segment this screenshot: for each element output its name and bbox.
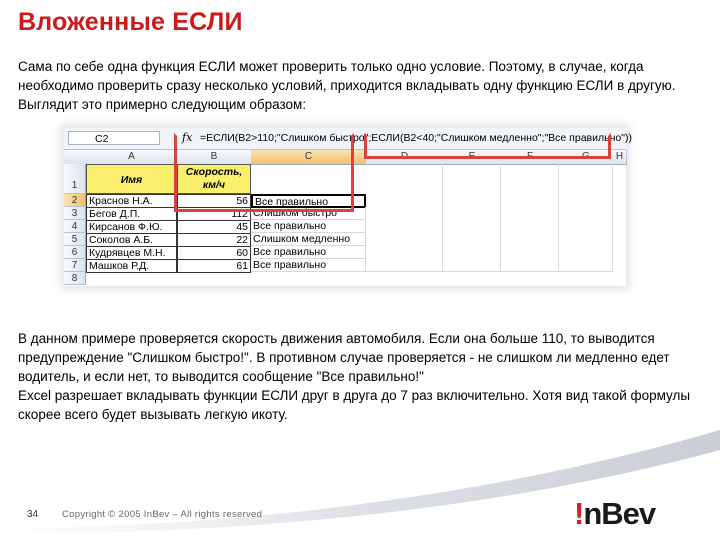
column-header-b: B (177, 150, 252, 165)
empty-grid-f (501, 164, 559, 272)
speed-cell: 112 (177, 207, 251, 221)
explanation-paragraph-2: Excel разрешает вкладывать функции ЕСЛИ друг в друга до 7 раз включительно. Хотя вид такой формулы скорее всего будет вызывать легкую икоту. (18, 388, 691, 422)
row-header-4: 4 (64, 220, 86, 233)
name-cell: Бегов Д.П. (86, 207, 177, 221)
row-header-2: 2 (64, 194, 86, 207)
row-header-1: 1 (64, 164, 86, 194)
speed-cell: 56 (177, 194, 251, 208)
speed-cell: 60 (177, 246, 251, 260)
explanation-paragraph-1: В данном примере проверяется скорость движения автомобиля. Если она больше 110, то выводится предупреждение "Слишком быстро!". В противном случае проверяется - не слишком ли медленно едет водитель, и если нет, то выводится сообщение "Все правильно!" (18, 331, 670, 384)
column-header-f: F (501, 150, 560, 165)
spreadsheet-screenshot (64, 128, 632, 286)
result-cell: Все правильно (251, 259, 366, 272)
name-box: C2 (68, 131, 160, 145)
row-header-6: 6 (64, 246, 86, 259)
column-header-d: D (366, 150, 444, 165)
empty-grid-e (443, 164, 501, 272)
name-cell: Кудрявцев М.Н. (86, 246, 177, 260)
column-header-g: G (559, 150, 614, 165)
logo-mark: ! (574, 496, 584, 531)
speed-cell: 45 (177, 220, 251, 234)
empty-grid-d (366, 164, 443, 272)
highlight-frame-outer-if (174, 133, 354, 212)
inbev-logo (574, 496, 655, 532)
intro-paragraph: Сама по себе одна функция ЕСЛИ может проверить только одно условие. Поэтому, в случае, когда необходимо проверить сразу несколько условий, приходится вкладывать одну функцию ЕСЛИ в другую. Выглядит это примерно следующим образом: (18, 59, 676, 112)
row-header-3: 3 (64, 207, 86, 220)
copyright-text: Copyright © 2005 InBev – All rights reserved (62, 509, 263, 520)
result-cell: Слишком быстро (251, 207, 366, 220)
column-header-h: H (613, 150, 627, 165)
name-cell: Кирсанов Ф.Ю. (86, 220, 177, 234)
result-cell: Все правильно (251, 220, 366, 233)
slide-title: Вложенные ЕСЛИ (18, 8, 243, 36)
result-cell-selected: Все правильно (251, 194, 366, 208)
column-header-e: E (443, 150, 502, 165)
row-header-7: 7 (64, 259, 86, 272)
header-cell-name: Имя (86, 164, 177, 194)
name-cell: Машков Р.Д. (86, 259, 177, 273)
corner-cell (64, 150, 87, 165)
speed-cell: 61 (177, 259, 251, 273)
speed-cell: 22 (177, 233, 251, 247)
formula-text: =ЕСЛИ(B2>110;"Слишком быстро";ЕСЛИ(B2<40;"Слишком медленно";"Все правильно")) (200, 132, 632, 144)
page-number: 34 (27, 509, 39, 520)
column-header-a: A (86, 150, 178, 165)
result-cell: Слишком медленно (251, 233, 366, 246)
name-cell: Соколов А.Б. (86, 233, 177, 247)
column-header-c: C (251, 150, 367, 165)
header-speed-line1: Скорость, (185, 166, 243, 178)
fx-icon: fx (182, 131, 193, 144)
highlight-frame-inner-if (364, 133, 611, 159)
row-header-5: 5 (64, 233, 86, 246)
name-cell: Краснов Н.А. (86, 194, 177, 208)
logo-text: nBev (583, 496, 656, 531)
header-speed-line2: км/ч (202, 179, 226, 191)
result-cell: Все правильно (251, 246, 366, 259)
empty-grid-g (559, 164, 613, 272)
row-header-8: 8 (64, 272, 86, 285)
